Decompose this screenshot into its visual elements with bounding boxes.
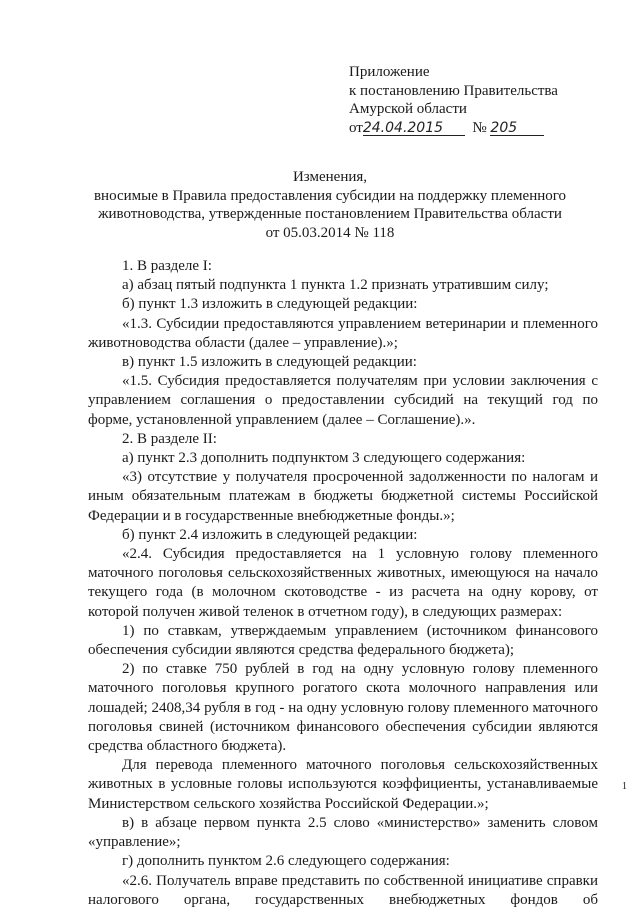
margin-mark: 1 — [622, 781, 627, 792]
paragraph: 2. В разделе II: — [122, 430, 217, 447]
paragraph: а) абзац пятый подпункта 1 пункта 1.2 признать утратившим силу; — [122, 277, 549, 294]
paragraph: б) пункт 2.4 изложить в следующей редакции: — [122, 526, 418, 543]
title-heading: Изменения, — [292, 169, 368, 185]
appendix-line-3: Амурской области — [349, 101, 467, 117]
paragraph: г) дополнить пунктом 2.6 следующего содержания: — [122, 853, 450, 870]
paragraph: «3) отсутствие у получателя просроченной задолженности по налогам и иным обязательным платежам в бюджеты бюджетной системы Российской Федерации и в государственные внебюджетные фонды.»; — [88, 469, 598, 524]
appendix-block — [349, 63, 558, 137]
title-line-2: животноводства, утвержденные постановлением Правительства области — [98, 206, 562, 222]
paragraph: в) в абзаце первом пункта 2.5 слово «министерство» заменить словом «управление»; — [88, 814, 598, 851]
handwritten-date: 24.04.2015 — [362, 119, 444, 136]
paragraph: «1.3. Субсидии предоставляются управлением ветеринарии и племенного животноводства области (далее – управление).»; — [88, 315, 598, 351]
appendix-date-line — [349, 119, 558, 138]
paragraph: «1.5. Субсидия предоставляется получателям при условии заключения с управлением соглашения о предоставлении субсидий на текущий год по форме, установленной управлением (далее – Соглашение).». — [88, 373, 598, 428]
paragraph: в) пункт 1.5 изложить в следующей редакции: — [122, 354, 417, 371]
paragraph: Для перевода племенного маточного поголовья сельскохозяйственных животных в условные головы используются коэффициенты, устанавливаемые Министерством сельского хозяйства Российской Федерации.»; — [88, 757, 598, 812]
date-field — [363, 121, 465, 136]
appendix-line-1: Приложение — [349, 64, 430, 80]
paragraph: 2) по ставке 750 рублей в год на одну условную голову племенного маточного поголовья крупного рогатого скота молочного направления или лошадей; 2408,34 рубля в год - на одну условную голову племенного маточного поголовья свиней (источником финансового обеспечения субсидии являются средства областного бюджета). — [88, 661, 598, 755]
paragraph: 1. В разделе I: — [122, 258, 212, 274]
paragraph: «2.6. Получатель вправе представить по собственной инициативе справки налогового органа, государственных внебюджетных фондов об — [88, 872, 598, 908]
paragraph: «2.4. Субсидия предоставляется на 1 условную голову племенного маточного поголовья сельскохозяйственных животных, имеющуюся на начало текущего года (в молочном скотоводстве - из расчета на одну корову, от которой получен живой теленок в отчетном году), в следующих размерах: — [88, 546, 598, 620]
number-field — [490, 121, 544, 136]
number-prefix: № — [472, 119, 487, 136]
document-title — [80, 168, 580, 242]
paragraph: а) пункт 2.3 дополнить подпунктом 3 следующего содержания: — [122, 450, 526, 467]
handwritten-number: 205 — [490, 119, 518, 136]
title-line-3: от 05.03.2014 № 118 — [265, 224, 395, 241]
document-body — [88, 257, 598, 910]
appendix-line-2: к постановлению Правительства — [349, 82, 558, 99]
title-line-1: вносимые в Правила предоставления субсидии на поддержку племенного — [93, 187, 567, 204]
paragraph: б) пункт 1.3 изложить в следующей редакции: — [122, 296, 418, 313]
paragraph: 1) по ставкам, утверждаемым управлением (источником финансового обеспечения субсидии являются средства федерального бюджета); — [88, 622, 598, 659]
date-prefix: от — [349, 119, 363, 136]
